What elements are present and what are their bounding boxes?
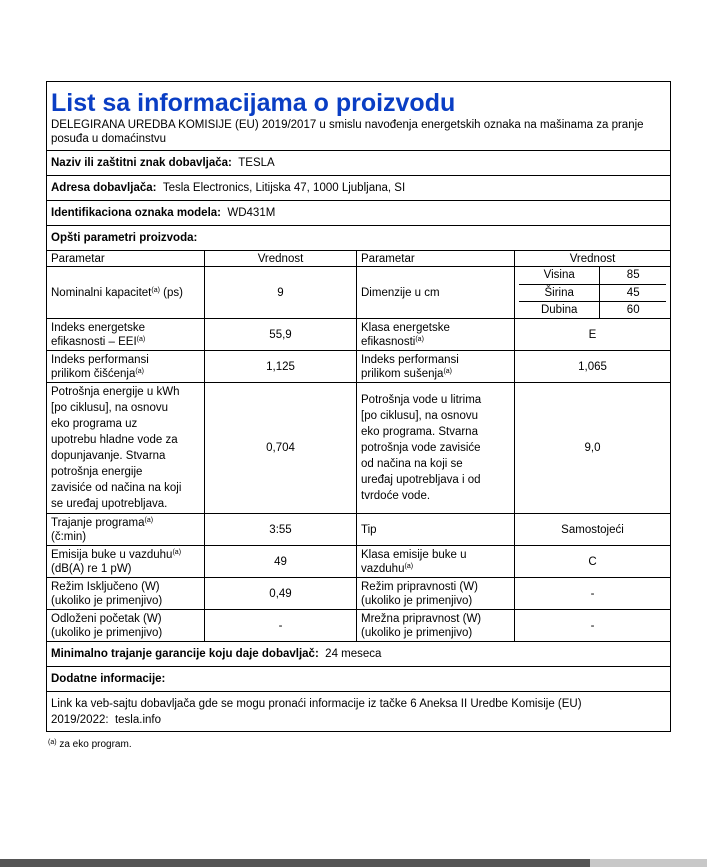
supplier-row xyxy=(47,151,671,176)
type-label: Tip xyxy=(357,514,515,546)
dimensions-table xyxy=(519,267,666,318)
address-value: Tesla Electronics, Litijska 47, 1000 Ljubljana, SI xyxy=(162,182,406,194)
warranty-value: 24 meseca xyxy=(325,648,382,660)
regulation-subtitle: DELEGIRANA UREDBA KOMISIJE (EU) 2019/2017 u smislu navođenja energetskih oznaka na mašinama za pranje posuđa u domaćinstvu xyxy=(51,118,644,145)
type-value: Samostojeći xyxy=(515,514,671,546)
energy-class-value: E xyxy=(515,319,671,351)
address-label: Adresa dobavljača: xyxy=(51,182,157,194)
dimension-value: 45 xyxy=(600,284,666,301)
footnote-mark: (a) xyxy=(48,739,57,746)
capacity-label: Nominalni kapacitet$^{(a)}$ (ps) xyxy=(47,267,205,319)
drying-index-value: 1,065 xyxy=(515,351,671,383)
model-row xyxy=(47,201,671,226)
dimension-value: 60 xyxy=(600,301,666,318)
header-parameter-1: Parametar xyxy=(47,251,205,267)
noise-label: Emisija buke u vazduhu$^{(a)}$ (dB(A) re 1 pW) xyxy=(47,546,205,578)
drying-index-label: Indeks performansi prilikom sušenja$^{(a)}$ xyxy=(357,351,515,383)
header-value-2: Vrednost xyxy=(515,251,671,267)
cleaning-index-label: Indeks performansi prilikom čišćenja$^{(a)}$ xyxy=(47,351,205,383)
header-value-1: Vrednost xyxy=(205,251,357,267)
delay-start-label: Odloženi početak (W) (ukoliko je primenjivo) xyxy=(47,610,205,642)
water-consumption-value: 9,0 xyxy=(515,383,671,514)
network-standby-value: - xyxy=(515,610,671,642)
header-cell xyxy=(47,82,671,151)
warranty-label: Minimalno trajanje garancije koju daje dobavljač: xyxy=(51,648,319,660)
standby-value: - xyxy=(515,578,671,610)
energy-consumption-label: Potrošnja energije u kWh [po ciklusu], na osnovu eko programa uz upotrebu hladne vode za dopunjavanje. Stvarna potrošnja energije zavisiće od načina na koji se uređaj upotrebljava. xyxy=(47,383,205,514)
dimension-name: Dubina xyxy=(519,301,600,318)
footnote xyxy=(48,739,132,751)
warranty-row xyxy=(47,642,671,667)
dimension-value: 85 xyxy=(600,267,666,284)
dimension-name: Visina xyxy=(519,267,600,284)
eei-value: 55,9 xyxy=(205,319,357,351)
model-label: Identifikaciona oznaka modela: xyxy=(51,207,221,219)
link-prefix: 2019/2022: xyxy=(51,713,109,726)
supplier-label: Naziv ili zaštitni znak dobavljača: xyxy=(51,157,232,169)
dimensions-values xyxy=(515,267,671,319)
general-params-row xyxy=(47,226,671,251)
duration-value: 3:55 xyxy=(205,514,357,546)
scrollbar-thumb[interactable] xyxy=(0,859,590,867)
eei-label: Indeks energetske efikasnosti – EEI$^{(a)}$ xyxy=(47,319,205,351)
standby-label: Režim pripravnosti (W) (ukoliko je primenjivo) xyxy=(357,578,515,610)
additional-info-row xyxy=(47,667,671,692)
off-mode-label: Režim Isključeno (W) (ukoliko je primenjivo) xyxy=(47,578,205,610)
header-parameter-2: Parametar xyxy=(357,251,515,267)
bottom-scrollbar[interactable] xyxy=(0,859,707,867)
noise-class-label: Klasa emisije buke u vazduhu$^{(a)}$ xyxy=(357,546,515,578)
dimension-name: Širina xyxy=(519,284,600,301)
cleaning-index-value: 1,125 xyxy=(205,351,357,383)
link-row xyxy=(47,692,671,732)
dimensions-label: Dimenzije u cm xyxy=(357,267,515,319)
energy-class-label: Klasa energetske efikasnosti$^{(a)}$ xyxy=(357,319,515,351)
address-row xyxy=(47,176,671,201)
delay-start-value: - xyxy=(205,610,357,642)
noise-class-value: C xyxy=(515,546,671,578)
model-value: WD431M xyxy=(227,207,276,219)
water-consumption-label: Potrošnja vode u litrima [po ciklusu], na osnovu eko programa. Stvarna potrošnja vode zavisiće od načina na koji se uređaj upotrebljava i od tvrdoće vode. xyxy=(357,383,515,514)
supplier-value: TESLA xyxy=(238,157,275,169)
capacity-value: 9 xyxy=(205,267,357,319)
footnote-text: za eko program. xyxy=(56,739,132,750)
page-title: List sa informacijama o proizvodu xyxy=(51,88,456,117)
info-table xyxy=(46,81,671,732)
noise-value: 49 xyxy=(205,546,357,578)
duration-label: Trajanje programa$^{(a)}$ (č:min) xyxy=(47,514,205,546)
link-text: Link ka veb-sajtu dobavljača gde se mogu pronaći informacije iz tačke 6 Aneksa II Uredbe Komisije (EU) xyxy=(51,697,582,710)
energy-consumption-value: 0,704 xyxy=(205,383,357,514)
additional-info-label: Dodatne informacije: xyxy=(51,673,166,685)
network-standby-label: Mrežna pripravnost (W) (ukoliko je primenjivo) xyxy=(357,610,515,642)
off-mode-value: 0,49 xyxy=(205,578,357,610)
product-information-sheet xyxy=(46,81,670,732)
website-link[interactable]: tesla.info xyxy=(114,713,161,726)
general-params-label: Opšti parametri proizvoda: xyxy=(51,232,198,244)
